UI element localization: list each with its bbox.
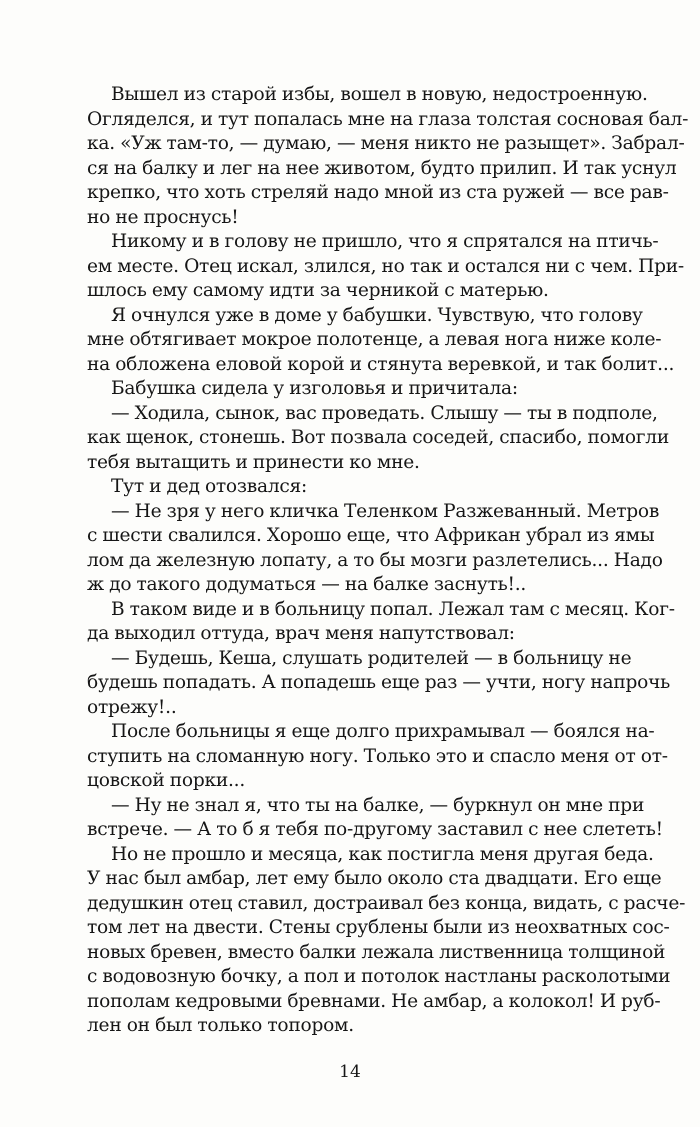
text-line: ся на балку и лег на нее животом, будто прилип. И так уснул — [87, 157, 677, 179]
text-line: Тут и дед отозвался: — [111, 476, 308, 497]
text-line: Бабушка сидела у изголовья и причитала: — [111, 378, 518, 399]
text-line: — Ну не знал я, что ты на балке, — буркнул он мне при — [111, 794, 645, 816]
text-line: Огляделся, и тут попалась мне на глаза толстая сосновая бал- — [87, 108, 689, 130]
text-line: с водовозную бочку, а пол и потолок настланы расколотыми — [87, 966, 671, 987]
page-number: 14 — [339, 1062, 361, 1082]
text-line: ем месте. Отец искал, злился, но так и остался ни с чем. При- — [87, 255, 684, 277]
text-line: Никому и в голову не пришло, что я спрятался на птичь- — [111, 231, 659, 252]
text-line: — Будешь, Кеша, слушать родителей — в больницу не — [111, 647, 632, 669]
text-line: крепко, что хоть стреляй надо мной из ста ружей — все рав- — [87, 182, 669, 203]
text-line: ступить на сломанную ногу. Только это и спасло меня от от- — [87, 745, 668, 767]
text-line: Вышел из старой избы, вошел в новую, недостроенную. — [111, 84, 648, 105]
text-line: да выходил оттуда, врач меня напутствовал: — [87, 623, 515, 644]
text-line: цовской порки... — [87, 770, 245, 791]
text-line: новых бревен, вместо балки лежала лиственница толщиной — [87, 941, 666, 963]
text-line: дедушкин отец ставил, достраивал без конца, видать, с расче- — [87, 892, 686, 914]
text-line: У нас был амбар, лет ему было около ста двадцати. Его еще — [87, 868, 662, 889]
text-line: отрежу!.. — [87, 696, 177, 718]
text-line: на обложена еловой корой и стянута веревкой, и так болит... — [87, 353, 675, 375]
text-line: Я очнулся уже в доме у бабушки. Чувствую, что голову — [111, 304, 643, 326]
text-line: пополам кедровыми бревнами. Не амбар, а колокол! И руб- — [87, 990, 661, 1012]
text-line: но не проснусь! — [87, 206, 239, 228]
text-line: В таком виде и в больницу попал. Лежал там с месяц. Ког- — [111, 598, 675, 620]
text-line: лом да железную лопату, а то бы мозги разлетелись... Надо — [87, 549, 663, 571]
text-line: После больницы я еще долго прихрамывал — боялся на- — [111, 721, 655, 742]
text-line: лен он был только топором. — [87, 1015, 354, 1036]
text-line: ж до такого додуматься — на балке заснуть!.. — [87, 574, 527, 595]
text-line: с шести свалился. Хорошо еще, что Африкан убрал из ямы — [87, 525, 655, 546]
text-line: — Не зря у него кличка Теленком Разжеванный. Метров — [111, 500, 660, 522]
text-line: встрече. — А то б я тебя по-другому заставил с нее слететь! — [87, 819, 663, 840]
body-text — [87, 83, 689, 1039]
text-line: Но не прошло и месяца, как постигла меня другая беда. — [111, 843, 654, 865]
text-line: будешь попадать. А попадешь еще раз — учти, ногу напрочь — [87, 672, 671, 693]
text-line: тебя вытащить и принести ко мне. — [87, 451, 420, 473]
text-line: ка. «Уж там-то, — думаю, — меня никто не разыщет». Забрал- — [87, 133, 685, 154]
text-line: мне обтягивает мокрое полотенце, а левая нога ниже коле- — [87, 329, 662, 350]
text-line: том лет на двести. Стены срублены были из неохватных сос- — [87, 917, 670, 938]
text-line: как щенок, стонешь. Вот позвала соседей, спасибо, помогли — [87, 427, 669, 448]
text-line: шлось ему самому идти за черникой с матерью. — [87, 280, 549, 301]
text-line: — Ходила, сынок, вас проведать. Слышу — ты в подполе, — [111, 402, 658, 424]
